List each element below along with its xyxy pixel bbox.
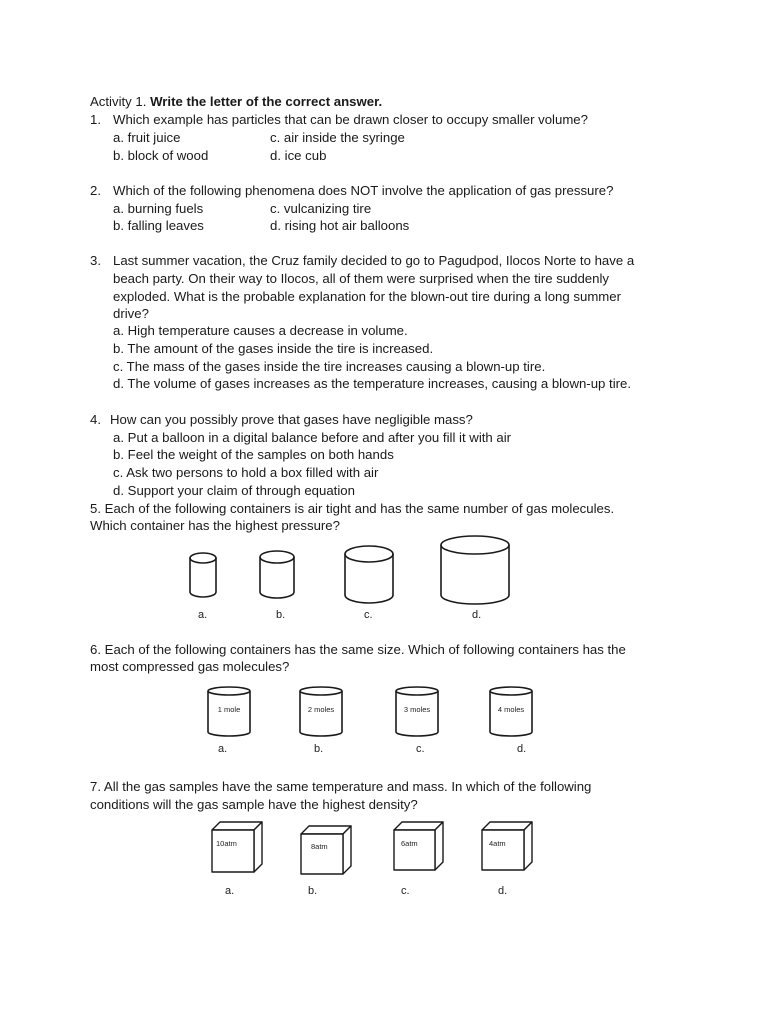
- cylinder-a: [190, 553, 216, 597]
- question-5-figure: [180, 532, 530, 624]
- question-7-label-d: d.: [498, 885, 508, 897]
- activity-heading: [90, 93, 382, 110]
- cylinder-c: [345, 546, 393, 603]
- question-7-label-c: c.: [401, 885, 410, 897]
- question-4-number: 4.: [90, 412, 101, 427]
- question-3-choice-b: b. The amount of the gases inside the tire is increased.: [113, 341, 434, 356]
- question-6-label-d: d.: [517, 743, 527, 755]
- container-a-content: 1 mole: [217, 705, 241, 714]
- question-3-choice-c: c. The mass of the gases inside the tire increases causing a blown-up tire.: [113, 359, 546, 374]
- container-d-content: 4 moles: [497, 705, 525, 714]
- question-5-line-1: 5. Each of the following containers is air tight and has the same number of gas molecules.: [90, 501, 615, 516]
- question-3-number: 3.: [90, 253, 101, 268]
- question-3-choice-a: a. High temperature causes a decrease in volume.: [113, 323, 408, 338]
- question-2-choice-b: b. falling leaves: [113, 218, 204, 233]
- question-7-line-2: conditions will the gas sample have the highest density?: [90, 797, 418, 812]
- question-1-choice-b: b. block of wood: [113, 148, 209, 163]
- activity-label: Activity 1.: [90, 94, 151, 109]
- question-3-choice-d: d. The volume of gases increases as the temperature increases, causing a blown-up tire.: [113, 376, 632, 391]
- question-2-choice-c: c. vulcanizing tire: [270, 201, 372, 216]
- question-4-choice-b: b. Feel the weight of the samples on both hands: [113, 447, 394, 462]
- question-2-number: 2.: [90, 183, 101, 198]
- question-4-choice-a: a. Put a balloon in a digital balance before and after you fill it with air: [113, 430, 512, 445]
- question-3-line-4: drive?: [113, 306, 149, 321]
- question-4-text: How can you possibly prove that gases have negligible mass?: [110, 412, 473, 427]
- question-2-text: Which of the following phenomena does NOT involve the application of gas pressure?: [113, 183, 614, 198]
- question-6-label-b: b.: [314, 743, 324, 755]
- question-6-label-c: c.: [416, 743, 425, 755]
- box-c-pressure: 6atm: [401, 839, 418, 848]
- question-6-label-a: a.: [218, 743, 228, 755]
- cylinder-b: [260, 551, 294, 598]
- question-5-label-c: c.: [364, 609, 373, 621]
- question-1-text: Which example has particles that can be drawn closer to occupy smaller volume?: [113, 112, 588, 127]
- question-4-choice-c: c. Ask two persons to hold a box filled with air: [113, 465, 379, 480]
- question-7-label-a: a.: [225, 885, 235, 897]
- cylinder-d: [441, 536, 509, 604]
- activity-instruction: Write the letter of the correct answer.: [150, 94, 383, 109]
- question-1-number: 1.: [90, 112, 101, 127]
- question-7-label-b: b.: [308, 885, 318, 897]
- box-d-pressure: 4atm: [489, 839, 506, 848]
- box-a-pressure: 10atm: [216, 839, 237, 848]
- question-5-label-b: b.: [276, 609, 286, 621]
- question-3-line-2: beach party. On their way to Ilocos, all of them were surprised when the tire suddenly: [113, 271, 609, 286]
- question-4-choice-d: d. Support your claim of through equation: [113, 483, 355, 498]
- question-3-line-1: Last summer vacation, the Cruz family decided to go to Pagudpod, Ilocos Norte to have a: [113, 253, 635, 268]
- question-1-choice-d: d. ice cub: [270, 148, 327, 163]
- container-c-content: 3 moles: [403, 705, 431, 714]
- question-6-line-2: most compressed gas molecules?: [90, 659, 290, 674]
- question-7-figure: [195, 818, 555, 902]
- question-6-figure: [195, 682, 545, 758]
- question-6-line-1: 6. Each of the following containers has the same size. Which of following containers has the: [90, 642, 626, 657]
- question-5-label-d: d.: [472, 609, 482, 621]
- question-5-label-a: a.: [198, 609, 208, 621]
- question-7-line-1: 7. All the gas samples have the same temperature and mass. In which of the following: [90, 779, 592, 794]
- question-1-choice-c: c. air inside the syringe: [270, 130, 405, 145]
- question-3-line-3: exploded. What is the probable explanation for the blown-out tire during a long summer: [113, 289, 622, 304]
- container-b-content: 2 moles: [307, 705, 335, 714]
- question-1-choice-a: a. fruit juice: [113, 130, 181, 145]
- question-5-line-2: Which container has the highest pressure?: [90, 518, 340, 533]
- question-2-choice-d: d. rising hot air balloons: [270, 218, 410, 233]
- question-2-choice-a: a. burning fuels: [113, 201, 204, 216]
- box-b-pressure: 8atm: [311, 842, 328, 851]
